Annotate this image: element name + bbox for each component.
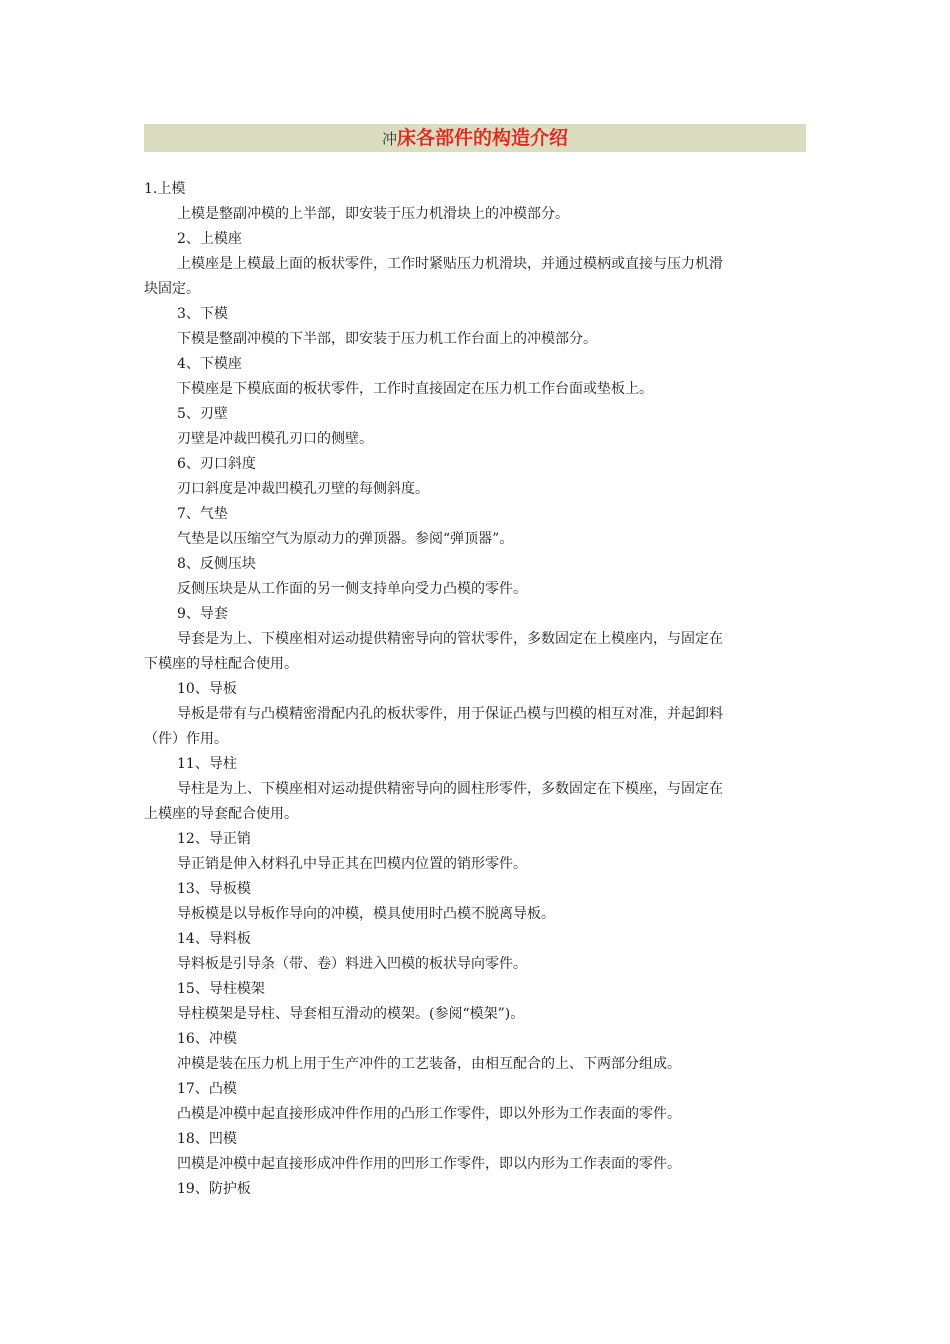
text-line: （件）作用。 — [144, 731, 228, 747]
text-line: 块固定。 — [144, 281, 200, 297]
text-line: 下模座是下模底面的板状零件，工作时直接固定在压力机工作台面或垫板上。 — [177, 381, 653, 397]
text-line: 17、凸模 — [177, 1081, 237, 1097]
text-line: 15、导柱模架 — [177, 981, 265, 997]
text-line: 9、导套 — [177, 606, 228, 622]
text-line: 13、导板模 — [177, 881, 251, 897]
text-line: 导料板是引导条（带、卷）料进入凹模的板状导向零件。 — [177, 956, 527, 972]
text-line: 下模是整副冲模的下半部，即安装于压力机工作台面上的冲模部分。 — [177, 331, 597, 347]
text-line: 上模座是上模最上面的板状零件，工作时紧贴压力机滑块，并通过模柄或直接与压力机滑 — [177, 256, 723, 272]
text-line: 导柱是为上、下模座相对运动提供精密导向的圆柱形零件，多数固定在下模座，与固定在 — [177, 781, 723, 797]
text-line: 6、刃口斜度 — [177, 456, 256, 472]
text-line: 反侧压块是从工作面的另一侧支持单向受力凸模的零件。 — [177, 581, 527, 597]
text-line: 凹模是冲模中起直接形成冲件作用的凹形工作零件，即以内形为工作表面的零件。 — [177, 1156, 681, 1172]
text-line: 19、防护板 — [177, 1181, 251, 1197]
title-prefix: 冲 — [381, 130, 397, 148]
text-line: 凸模是冲模中起直接形成冲件作用的凸形工作零件，即以外形为工作表面的零件。 — [177, 1106, 681, 1122]
text-line: 下模座的导柱配合使用。 — [144, 656, 298, 672]
text-line: 4、下模座 — [177, 356, 242, 372]
text-line: 10、导板 — [177, 681, 237, 697]
text-line: 导套是为上、下模座相对运动提供精密导向的管状零件，多数固定在上模座内，与固定在 — [177, 631, 723, 647]
text-line: 冲模是装在压力机上用于生产冲件的工艺装备，由相互配合的上、下两部分组成。 — [177, 1056, 681, 1072]
text-line: 刃口斜度是冲裁凹模孔刃壁的每侧斜度。 — [177, 481, 429, 497]
text-line: 气垫是以压缩空气为原动力的弹顶器。参阅“弹顶器”。 — [177, 531, 514, 547]
text-line: 导正销是伸入材料孔中导正其在凹模内位置的销形零件。 — [177, 856, 527, 872]
text-line: 5、刃壁 — [177, 406, 228, 422]
text-line: 7、气垫 — [177, 506, 228, 522]
text-line: 11、导柱 — [177, 756, 237, 772]
text-line: 上模座的导套配合使用。 — [144, 806, 298, 822]
text-line: 12、导正销 — [177, 831, 251, 847]
text-line: 14、导料板 — [177, 931, 251, 947]
text-line: 上模是整副冲模的上半部，即安装于压力机滑块上的冲模部分。 — [177, 206, 569, 222]
text-line: 2、上模座 — [177, 231, 242, 247]
text-line: 导板是带有与凸模精密滑配内孔的板状零件，用于保证凸模与凹模的相互对准，并起卸料 — [177, 706, 723, 722]
page-title: 床各部件的构造介绍 — [397, 127, 569, 149]
text-line: 18、凹模 — [177, 1131, 237, 1147]
text-line: 3、下模 — [177, 306, 228, 322]
title-bar — [144, 124, 806, 152]
text-line: 刃壁是冲裁凹模孔刃口的侧壁。 — [177, 431, 373, 447]
text-line: 1.上模 — [144, 181, 186, 197]
text-line: 8、反侧压块 — [177, 556, 256, 572]
text-line: 导柱模架是导柱、导套相互滑动的模架。(参阅“模架”)。 — [177, 1006, 525, 1022]
text-line: 16、冲模 — [177, 1031, 237, 1047]
text-line: 导板模是以导板作导向的冲模，模具使用时凸模不脱离导板。 — [177, 906, 555, 922]
